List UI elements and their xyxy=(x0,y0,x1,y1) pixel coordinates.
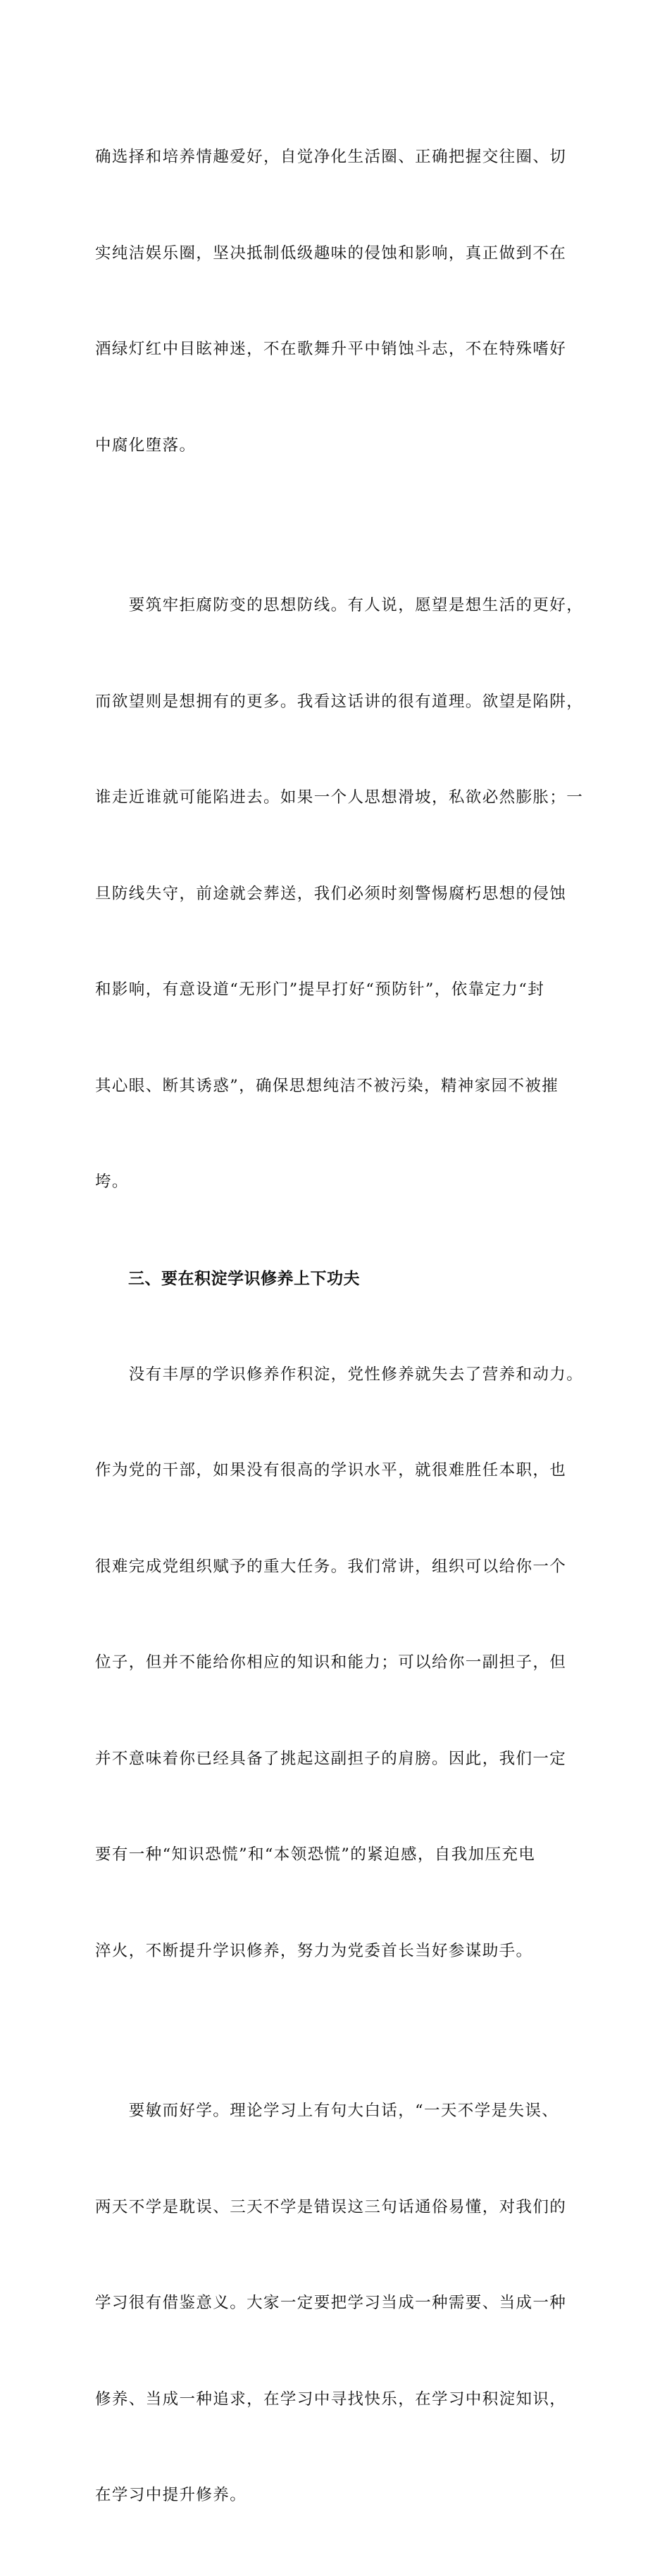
text-line: 而欲望则是想拥有的更多。我看这话讲的很有道理。欲望是陷阱， xyxy=(95,692,584,711)
text-line: 要敏而好学。理论学习上有句大白话，“一天不学是失误、 xyxy=(95,2102,559,2120)
paragraph-1 xyxy=(95,77,567,526)
text-line: 其心眼、断其诱惑”，确保思想纯洁不被污染，精神家园不被摧 xyxy=(95,1076,559,1095)
text-line: 在学习中提升修养。 xyxy=(95,2486,247,2504)
text-line: 中腐化堕落。 xyxy=(95,436,197,455)
text-line: 学习很有借鉴意义。大家一定要把学习当成一种需要、当成一种 xyxy=(95,2294,567,2312)
text-line: 要筑牢拒腐防变的思想防线。有人说，愿望是想生活的更好， xyxy=(95,596,584,614)
paragraph-4 xyxy=(95,2031,567,2576)
text-line: 谁走近谁就可能陷进去。如果一个人思想滑坡，私欲必然膨胀；一 xyxy=(95,788,584,807)
text-line: 并不意味着你已经具备了挑起这副担子的肩膀。因此，我们一定 xyxy=(95,1749,567,1768)
text-line: 很难完成党组织赋予的重大任务。我们常讲，组织可以给你一个 xyxy=(95,1557,567,1576)
text-line: 位子，但并不能给你相应的知识和能力；可以给你一副担子，但 xyxy=(95,1653,567,1672)
text-line: 淬火，不断提升学识修养，努力为党委首长当好参谋助手。 xyxy=(95,1941,533,1960)
text-line: 修养、当成一种追求，在学习中寻找快乐，在学习中积淀知识， xyxy=(95,2389,567,2408)
text-line: 垮。 xyxy=(95,1173,129,1191)
text-line: 作为党的干部，如果没有很高的学识水平，就很难胜任本职，也 xyxy=(95,1461,567,1479)
text-line: 旦防线失守，前途就会葬送，我们必须时刻警惕腐朽思想的侵蚀 xyxy=(95,884,567,903)
text-line: 实纯洁娱乐圈，坚决抵制低级趣味的侵蚀和影响，真正做到不在 xyxy=(95,244,567,263)
section-heading: 三、要在积淀学识修养上下功夫 xyxy=(128,1269,360,1288)
document-body xyxy=(95,77,584,2576)
text-line: 没有丰厚的学识修养作积淀，党性修养就失去了营养和动力。 xyxy=(95,1365,584,1384)
text-line: 确选择和培养情趣爱好，自觉净化生活圈、正确把握交往圈、切 xyxy=(95,148,567,166)
text-line: 和影响，有意设道“无形门”提早打好“预防针”，依靠定力“封 xyxy=(95,980,545,999)
text-line: 酒绿灯红中目眩神迷，不在歌舞升平中销蚀斗志，不在特殊嗜好 xyxy=(95,340,567,358)
text-line: 两天不学是耽误、三天不学是错误这三句话通俗易懂，对我们的 xyxy=(95,2197,567,2216)
paragraph-3 xyxy=(95,1295,584,2032)
paragraph-2 xyxy=(95,526,584,1263)
text-line: 要有一种“知识恐慌”和“本领恐慌”的紧迫感，自我加压充电 xyxy=(95,1845,536,1864)
